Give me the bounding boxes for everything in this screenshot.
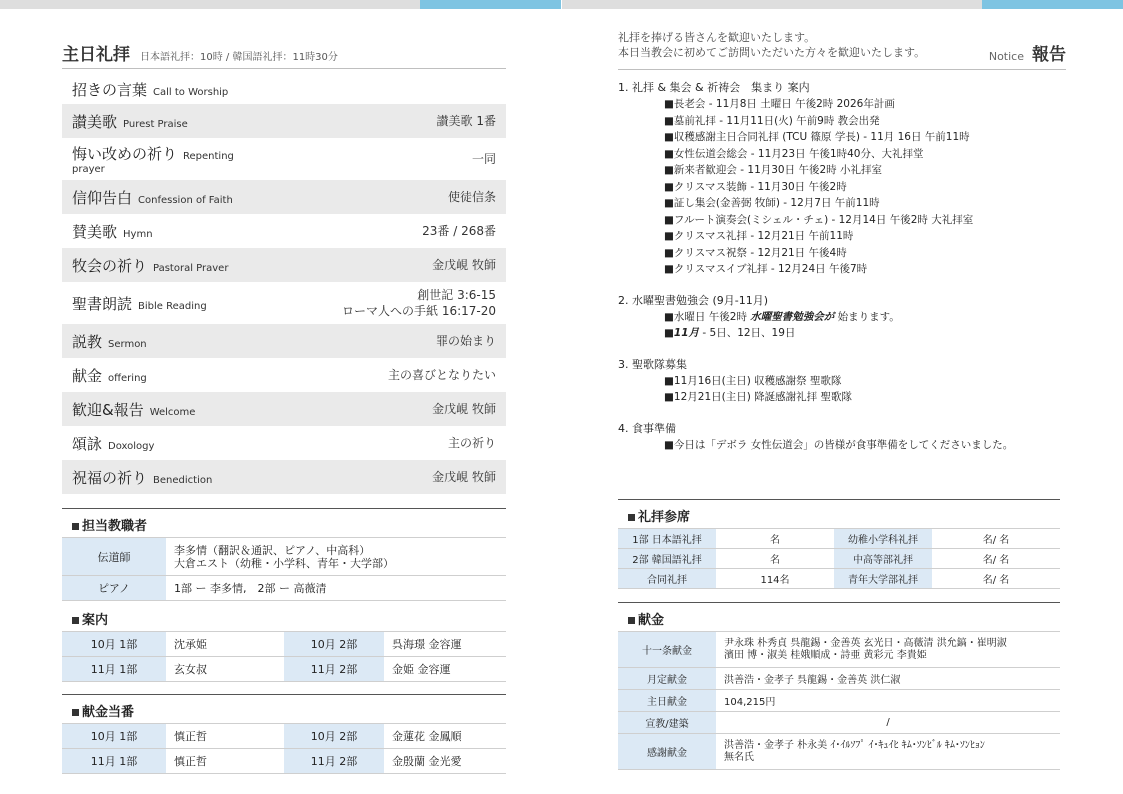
- table-row: [62, 576, 506, 601]
- order-item-en: Sermon: [108, 338, 147, 350]
- attendance-table: [618, 528, 1060, 589]
- order-row: [62, 180, 506, 214]
- top-bar-blue-left: [420, 0, 561, 9]
- square-bullet-icon: [72, 617, 79, 624]
- order-item-en: offering: [108, 372, 147, 384]
- order-item-value: 一同: [471, 152, 496, 166]
- staff-heading: 担当教職者: [62, 508, 506, 537]
- order-row: [62, 104, 506, 138]
- notice-item: ■墓前礼拝 - 11月11日(火) 午前9時 教会出発: [664, 114, 880, 127]
- staff-table: [62, 537, 506, 601]
- staff-section: [62, 508, 506, 601]
- worship-order-page: [62, 40, 506, 774]
- notice-section: [618, 357, 1066, 406]
- offering-section: [618, 602, 1060, 770]
- notice-label-en: Notice: [988, 50, 1024, 63]
- staff-line: 1部 ー 李多情, 2部 ー 高薇清: [166, 576, 506, 601]
- table-row: 1部 日本語礼拝 名 幼稚小学科礼拝 名/ 名: [618, 529, 1060, 549]
- order-item-value-2: ローマ人への手紙 16:17-20: [342, 304, 496, 318]
- order-item-jp: 信仰告白: [72, 188, 133, 207]
- notice-item: ■11月16日(主日) 収穫感謝祭 聖歌隊: [664, 374, 842, 387]
- notice-item: ■クリスマス装飾 - 11月30日 午後2時: [664, 180, 847, 193]
- notice-item: ■クリスマス祝祭 - 12月21日 午後4時: [664, 246, 847, 259]
- table-row: 11月 1部 玄女叔 11月 2部 金姫 金容運: [62, 657, 506, 682]
- order-item-value: 23番 / 268番: [422, 224, 496, 238]
- notice-item: ■クリスマスイブ礼拝 - 12月24日 午後7時: [664, 263, 868, 275]
- offering-duty-section: [62, 694, 506, 774]
- order-item-value: 讃美歌 1番: [436, 114, 496, 128]
- order-row: [62, 426, 506, 460]
- square-bullet-icon: [72, 523, 79, 530]
- notice-page: [618, 30, 1066, 763]
- notice-item: ■今日は「デボラ 女性伝道会」の皆様が食事準備をしてくださいました。: [664, 438, 1014, 451]
- notice-item: ■証し集会(金善弼 牧師) - 12月7日 午前11時: [664, 197, 880, 209]
- notice-section: [618, 293, 1066, 342]
- offering-heading: 献金: [618, 602, 1060, 631]
- table-row: 11月 1部 慎正哲 11月 2部 金殷蘭 金光愛: [62, 749, 506, 774]
- square-bullet-icon: [628, 617, 635, 624]
- order-item-en: Purest Praise: [123, 118, 188, 130]
- order-item-value: 金戊峴 牧師: [432, 258, 496, 272]
- order-row: [62, 358, 506, 392]
- table-row: 合同礼拝 114名 青年大学部礼拝 名/ 名: [618, 569, 1060, 589]
- table-row: 宣教/建築 /: [618, 712, 1060, 734]
- order-item-jp: 悔い改めの祈り: [72, 145, 178, 163]
- order-row: [62, 138, 506, 180]
- table-row: [62, 538, 506, 576]
- order-item-value: 使徒信条: [447, 190, 496, 204]
- notice-item: ■クリスマス礼拝 - 12月21日 午前11時: [664, 230, 854, 242]
- notice-section-title: 1. 礼拝 & 集会 & 祈祷会 集まり 案内: [618, 81, 810, 94]
- notice-section-title: 3. 聖歌隊募集: [618, 357, 687, 371]
- order-row: [62, 392, 506, 426]
- notice-item: ■新来者歓迎会 - 11月30日 午後2時 小礼拝室: [664, 164, 882, 176]
- order-item-value: 金戊峴 牧師: [432, 470, 496, 484]
- order-row: [62, 324, 506, 358]
- square-bullet-icon: [628, 514, 635, 521]
- notice-section-title: 2. 水曜聖書勉強会 (9月-11月): [618, 293, 769, 307]
- order-item-jp: 説教: [72, 332, 103, 351]
- top-bar-grey-right: [562, 0, 982, 9]
- notice-item: ■12月21日(主日) 降誕感謝礼拝 聖歌隊: [664, 391, 853, 403]
- order-item-en: Call to Worship: [153, 86, 229, 98]
- order-item-value: 主の祈り: [447, 436, 496, 450]
- notice-item: ■女性伝道会総会 - 11月23日 午後1時40分、大礼拝堂: [664, 147, 924, 160]
- guide-table: [62, 631, 506, 682]
- order-item-value: 創世記 3:6-15: [417, 288, 496, 302]
- order-item-en: Benediction: [153, 474, 213, 486]
- order-item-jp: 頌詠: [72, 434, 103, 453]
- table-row: 主日献金 104,215円: [618, 690, 1060, 712]
- order-item-en: Confession of Faith: [138, 194, 233, 206]
- table-row: 10月 1部 慎正哲 10月 2部 金蓮花 金鳳順: [62, 724, 506, 749]
- staff-label: ピアノ: [62, 576, 166, 601]
- order-item-en: Welcome: [149, 406, 196, 418]
- order-item-jp: 賛美歌: [72, 222, 118, 241]
- table-row: 月定献金 洪善浩・金孝子 呉龍錫・金善英 洪仁淑: [618, 668, 1060, 690]
- order-item-jp: 牧会の祈り: [72, 256, 148, 275]
- offering-table: [618, 631, 1060, 770]
- order-item-jp: 祝福の祈り: [72, 468, 148, 487]
- notice-title: 報告: [1032, 45, 1066, 65]
- order-item-en: Repenting: [183, 151, 234, 162]
- notice-item: ■フルート演奏会(ミシェル・チェ) - 12月14日 午後2時 大礼拝室: [664, 213, 974, 226]
- guide-section: [62, 601, 506, 682]
- notice-item: ■長老会 - 11月8日 土曜日 午後2時 2026年計画: [664, 98, 895, 110]
- worship-title: 主日礼拝: [62, 45, 130, 65]
- order-item-value: 罪の始まり: [435, 334, 496, 348]
- order-row: [62, 74, 506, 104]
- order-item-value: 主の喜びとなりたい: [387, 368, 496, 382]
- welcome-line: 礼拝を捧げる皆さんを歓迎いたします。: [618, 31, 816, 44]
- notice-section: [618, 421, 1066, 454]
- staff-line: 大倉エスト（幼稚・小学科、青年・大学部）: [174, 556, 394, 570]
- table-row: 十一条献金 尹永珠 朴秀貞 呉龍錫・金善英 玄光日・高薇清 洪允鎬・崔明淑 濱田 博・淑美 桂娥順成・詩亜 黄彩元 李貴姫: [618, 632, 1060, 668]
- notice-item: ■水曜日 午後2時 水曜聖書勉強会が 始まります。: [664, 310, 900, 323]
- order-item-jp: 聖書朗読: [72, 294, 133, 313]
- order-row: [62, 248, 506, 282]
- order-item-en: Doxology: [108, 440, 155, 452]
- order-item-jp: 歓迎&報告: [72, 400, 144, 419]
- order-item-en: Bible Reading: [138, 300, 207, 312]
- order-item-jp: 献金: [72, 366, 103, 385]
- top-bar-blue-right: [982, 0, 1123, 9]
- worship-header: [62, 40, 506, 69]
- attendance-heading: 礼拝参席: [618, 499, 1060, 528]
- worship-times: 日本語礼拝：10時 / 韓国語礼拝：11時30分: [140, 52, 338, 63]
- notice-item: ■11月 - 5日、12日、19日: [664, 327, 796, 339]
- order-item-value: 金戊峴 牧師: [432, 402, 496, 416]
- staff-line: 李多情（翻訳＆通訳、ピアノ、中高科）: [174, 543, 371, 557]
- notice-list: [618, 80, 1066, 453]
- order-row: [62, 282, 506, 324]
- notice-header: [618, 30, 1066, 70]
- attendance-section: [618, 499, 1060, 589]
- offering-duty-heading: 献金当番: [62, 694, 506, 723]
- top-bar-grey-left: [0, 0, 420, 9]
- order-item-jp: 讃美歌: [72, 112, 118, 131]
- notice-section: [618, 80, 1066, 278]
- table-row: 感謝献金 洪善浩・金孝子 朴永美 ｲ･ｲﾙｿﾌﾟ ｲ･ｷｭｲﾋ ｷﾑ･ｿﾝﾋﾞﾙ ｷﾑ･ｿﾝﾋｮﾝ 無名氏: [618, 734, 1060, 770]
- order-item-en: Pastoral Praver: [153, 262, 229, 274]
- guide-heading: 案内: [62, 601, 506, 631]
- staff-label: 伝道師: [62, 538, 166, 576]
- table-row: 10月 1部 沈承姫 10月 2部 呉海璟 金容運: [62, 632, 506, 657]
- order-item-en-cont: prayer: [72, 164, 105, 175]
- square-bullet-icon: [72, 709, 79, 716]
- order-item-jp: 招きの言葉: [72, 80, 148, 99]
- notice-item: ■収穫感謝主日合同礼拝 (TCU 篠原 学長) - 11月 16日 午前11時: [664, 131, 970, 143]
- order-of-worship: [62, 74, 506, 494]
- welcome-line: 本日当教会に初めてご訪問いただいた方々を歓迎いたします。: [618, 46, 926, 59]
- order-item-en: Hymn: [123, 228, 153, 240]
- offering-duty-table: [62, 723, 506, 774]
- order-row: [62, 460, 506, 494]
- table-row: 2部 韓国語礼拝 名 中高等部礼拝 名/ 名: [618, 549, 1060, 569]
- order-row: [62, 214, 506, 248]
- notice-section-title: 4. 食事準備: [618, 421, 676, 435]
